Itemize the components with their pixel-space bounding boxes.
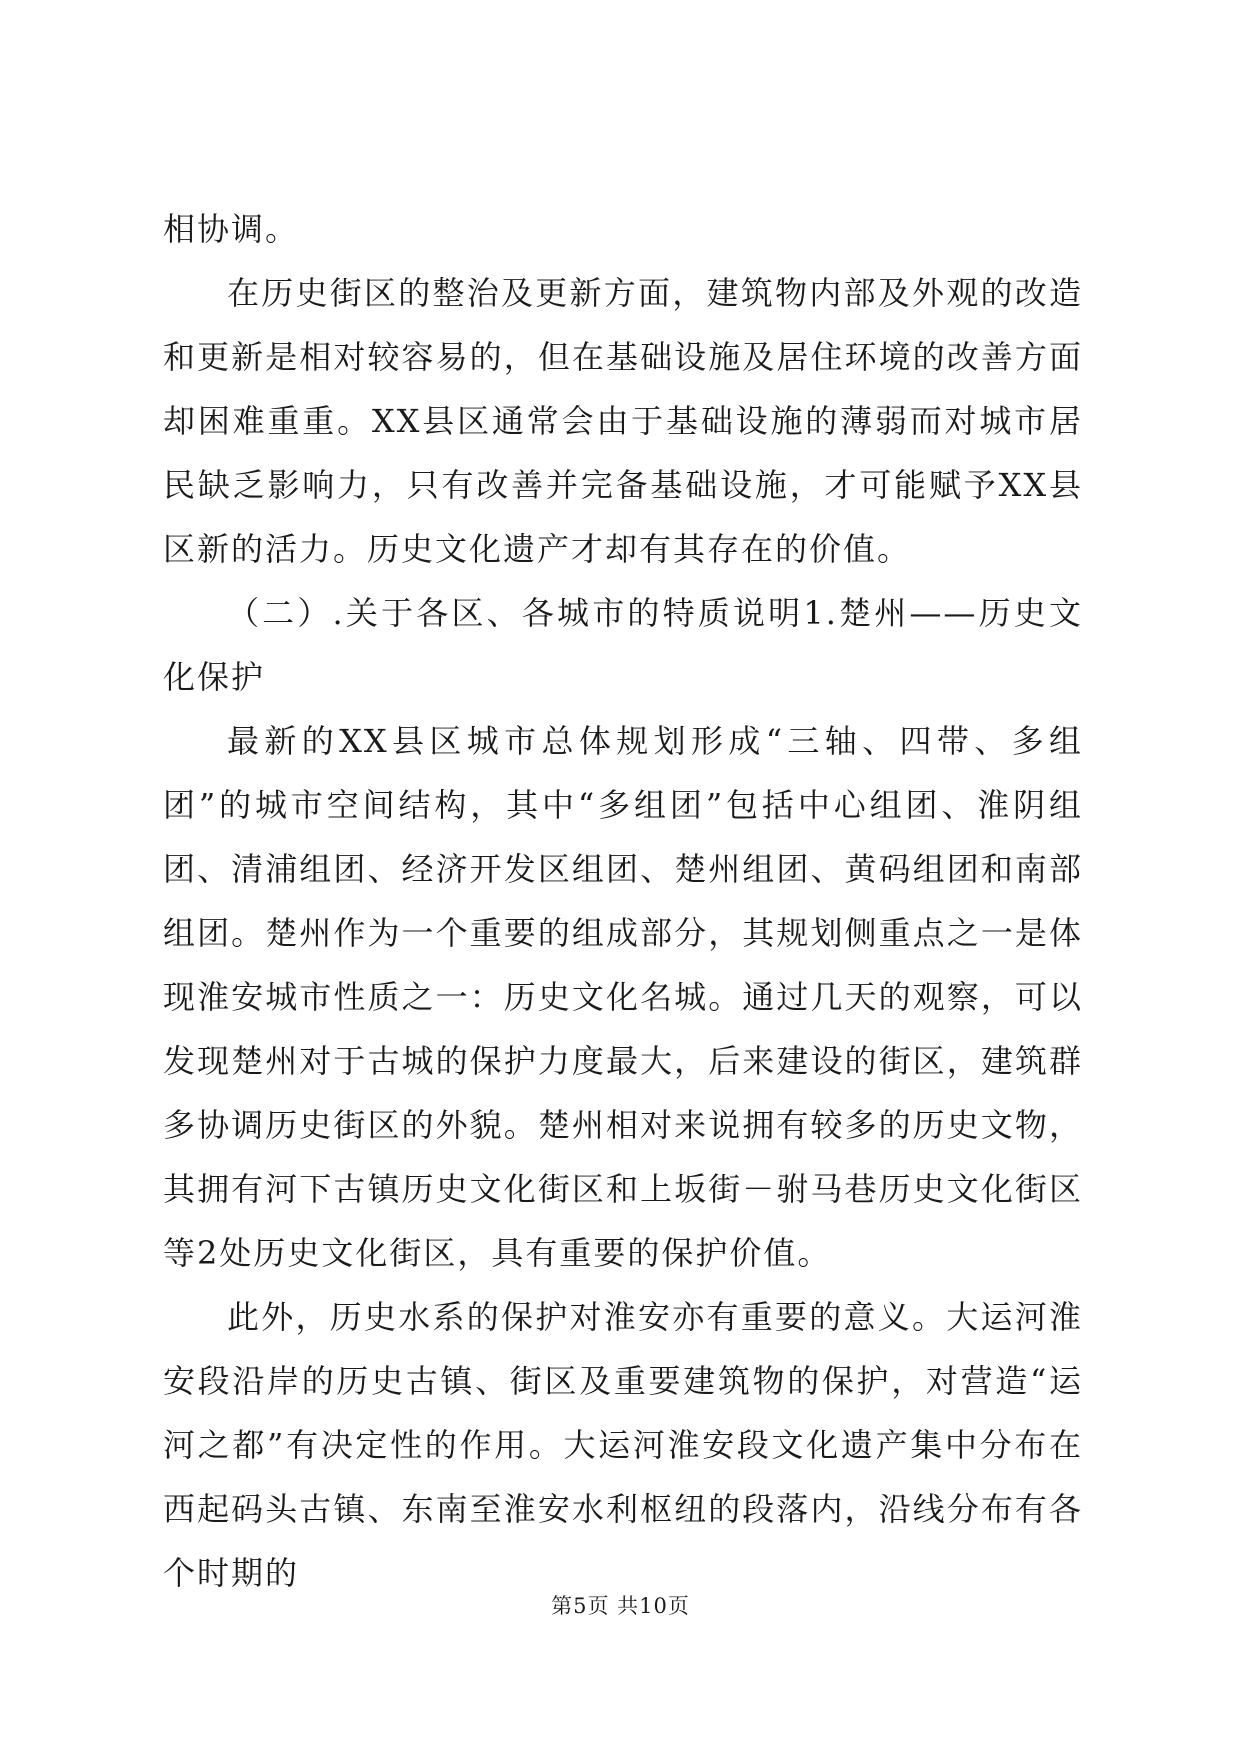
paragraph-chuzhou: 最新的XX县区城市总体规划形成“三轴、四带、多组团”的城市空间结构，其中“多组团”包括中心组团、淮阴组团、清浦组团、经济开发区组团、楚州组团、黄码组团和南部组团。楚州作为一个重要的组成部分，其规划侧重点之一是体现淮安城市性质之一：历史文化名城。通过几天的观察，可以发现楚州对于古城的保护力度最大，后来建设的街区，建筑群多协调历史街区的外貌。楚州相对来说拥有较多的历史文物，其拥有河下古镇历史文化街区和上坂街－驸马巷历史文化街区等2处历史文化街区，具有重要的保护价值。 <box>163 722 1083 1272</box>
document-body <box>163 197 1083 1605</box>
paragraph-renovation: 在历史街区的整治及更新方面，建筑物内部及外观的改造和更新是相对较容易的，但在基础设施及居住环境的改善方面却困难重重。XX县区通常会由于基础设施的薄弱而对城市居民缺乏影响力，只有改善并完备基础设施，才可能赋予XX县区新的活力。历史文化遗产才却有其存在的价值。 <box>163 274 1083 568</box>
paragraph-continuation: 相协调。 <box>163 210 300 248</box>
paragraph-water-system: 此外，历史水系的保护对淮安亦有重要的意义。大运河淮安段沿岸的历史古镇、街区及重要建筑物的保护，对营造“运河之都”有决定性的作用。大运河淮安段文化遗产集中分布在西起码头古镇、东南至淮安水利枢纽的段落内，沿线分布有各个时期的 <box>163 1298 1083 1592</box>
page-number-footer: 第5页 共10页 <box>551 1594 690 1618</box>
section-heading: （二）.关于各区、各城市的特质说明1.楚州——历史文化保护 <box>163 594 1083 696</box>
